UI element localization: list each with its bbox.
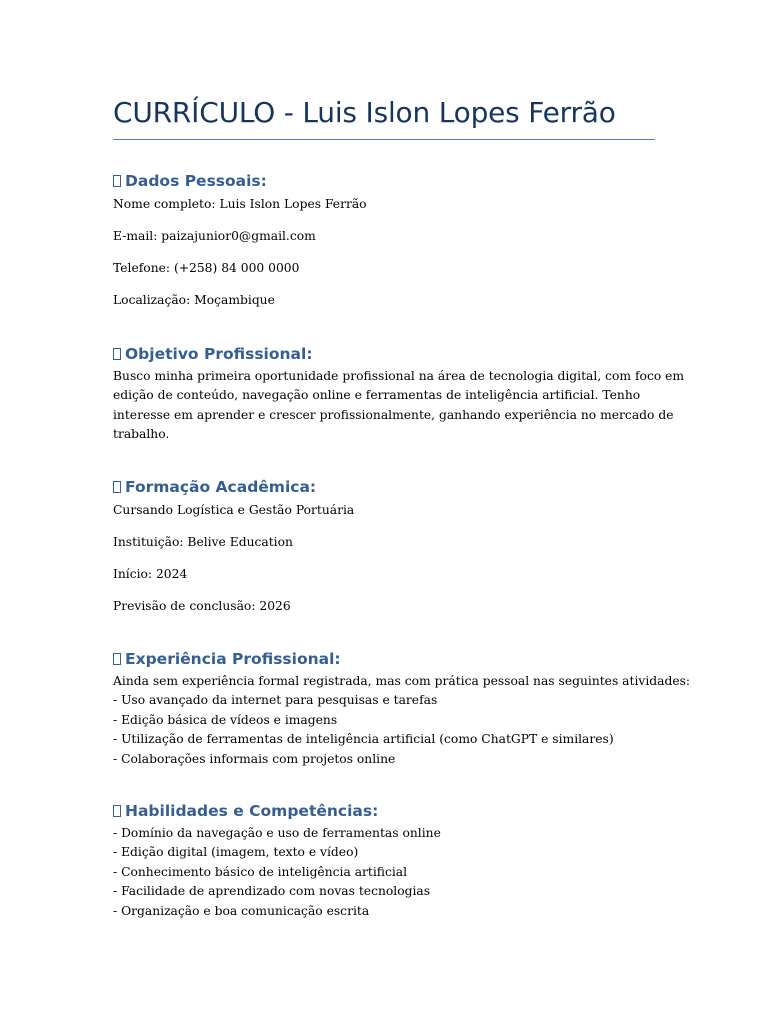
- missing-glyph-icon: [113, 653, 121, 665]
- section-habilidades-competencias: [113, 800, 673, 921]
- paragraph-line: edição de conteúdo, navegação online e ferramentas de inteligência artificial. Tenho: [113, 388, 641, 403]
- section-heading: [113, 800, 673, 822]
- list-item: - Edição básica de vídeos e imagens: [113, 712, 338, 727]
- section-heading: [113, 343, 673, 365]
- list-item: - Conhecimento básico de inteligência artificial: [113, 864, 408, 879]
- section-heading-label: Experiência Profissional:: [125, 650, 341, 668]
- section-objetivo-profissional: [113, 343, 685, 445]
- field-email: E-mail: paizajunior0@gmail.com: [113, 229, 316, 243]
- field-curso: Cursando Logística e Gestão Portuária: [113, 503, 355, 517]
- document-title: CURRÍCULO - Luis Islon Lopes Ferrão: [113, 96, 616, 129]
- list-item: - Domínio da navegação e uso de ferramentas online: [113, 826, 441, 840]
- section-formacao-academica: [113, 476, 673, 629]
- field-telefone: Telefone: (+258) 84 000 0000: [113, 261, 300, 275]
- paragraph-line: Ainda sem experiência formal registrada, mas com prática pessoal nas seguintes atividades:: [113, 674, 691, 688]
- list-item: - Uso avançado da internet para pesquisas e tarefas: [113, 693, 438, 708]
- section-heading: [113, 476, 673, 498]
- missing-glyph-icon: [113, 481, 121, 493]
- title-underline: [113, 139, 655, 140]
- paragraph-line: interesse em aprender e crescer profissionalmente, ganhando experiência no mercado de: [113, 407, 674, 422]
- section-heading-label: Habilidades e Competências:: [125, 802, 379, 820]
- field-localizacao: Localização: Moçambique: [113, 293, 275, 307]
- section-heading-label: Formação Acadêmica:: [125, 478, 317, 496]
- list-item: - Utilização de ferramentas de inteligência artificial (como ChatGPT e similares): [113, 732, 614, 747]
- section-heading-label: Dados Pessoais:: [125, 172, 267, 190]
- list-item: - Colaborações informais com projetos online: [113, 751, 396, 766]
- missing-glyph-icon: [113, 175, 121, 187]
- field-nome-completo: Nome completo: Luis Islon Lopes Ferrão: [113, 197, 367, 211]
- field-inicio: Início: 2024: [113, 567, 188, 581]
- paragraph-line: trabalho.: [113, 427, 170, 442]
- section-dados-pessoais: [113, 170, 673, 323]
- section-experiencia-profissional: [113, 648, 691, 769]
- section-heading: [113, 170, 673, 192]
- section-heading-label: Objetivo Profissional:: [125, 345, 313, 363]
- missing-glyph-icon: [113, 348, 121, 360]
- field-instituicao: Instituição: Belive Education: [113, 535, 293, 549]
- paragraph-line: Busco minha primeira oportunidade profissional na área de tecnologia digital, com foco em: [113, 369, 685, 383]
- list-item: - Organização e boa comunicação escrita: [113, 903, 370, 918]
- field-previsao-conclusao: Previsão de conclusão: 2026: [113, 599, 291, 613]
- list-item: - Facilidade de aprendizado com novas tecnologias: [113, 884, 431, 899]
- section-heading: [113, 648, 673, 670]
- missing-glyph-icon: [113, 805, 121, 817]
- list-item: - Edição digital (imagem, texto e vídeo): [113, 845, 359, 860]
